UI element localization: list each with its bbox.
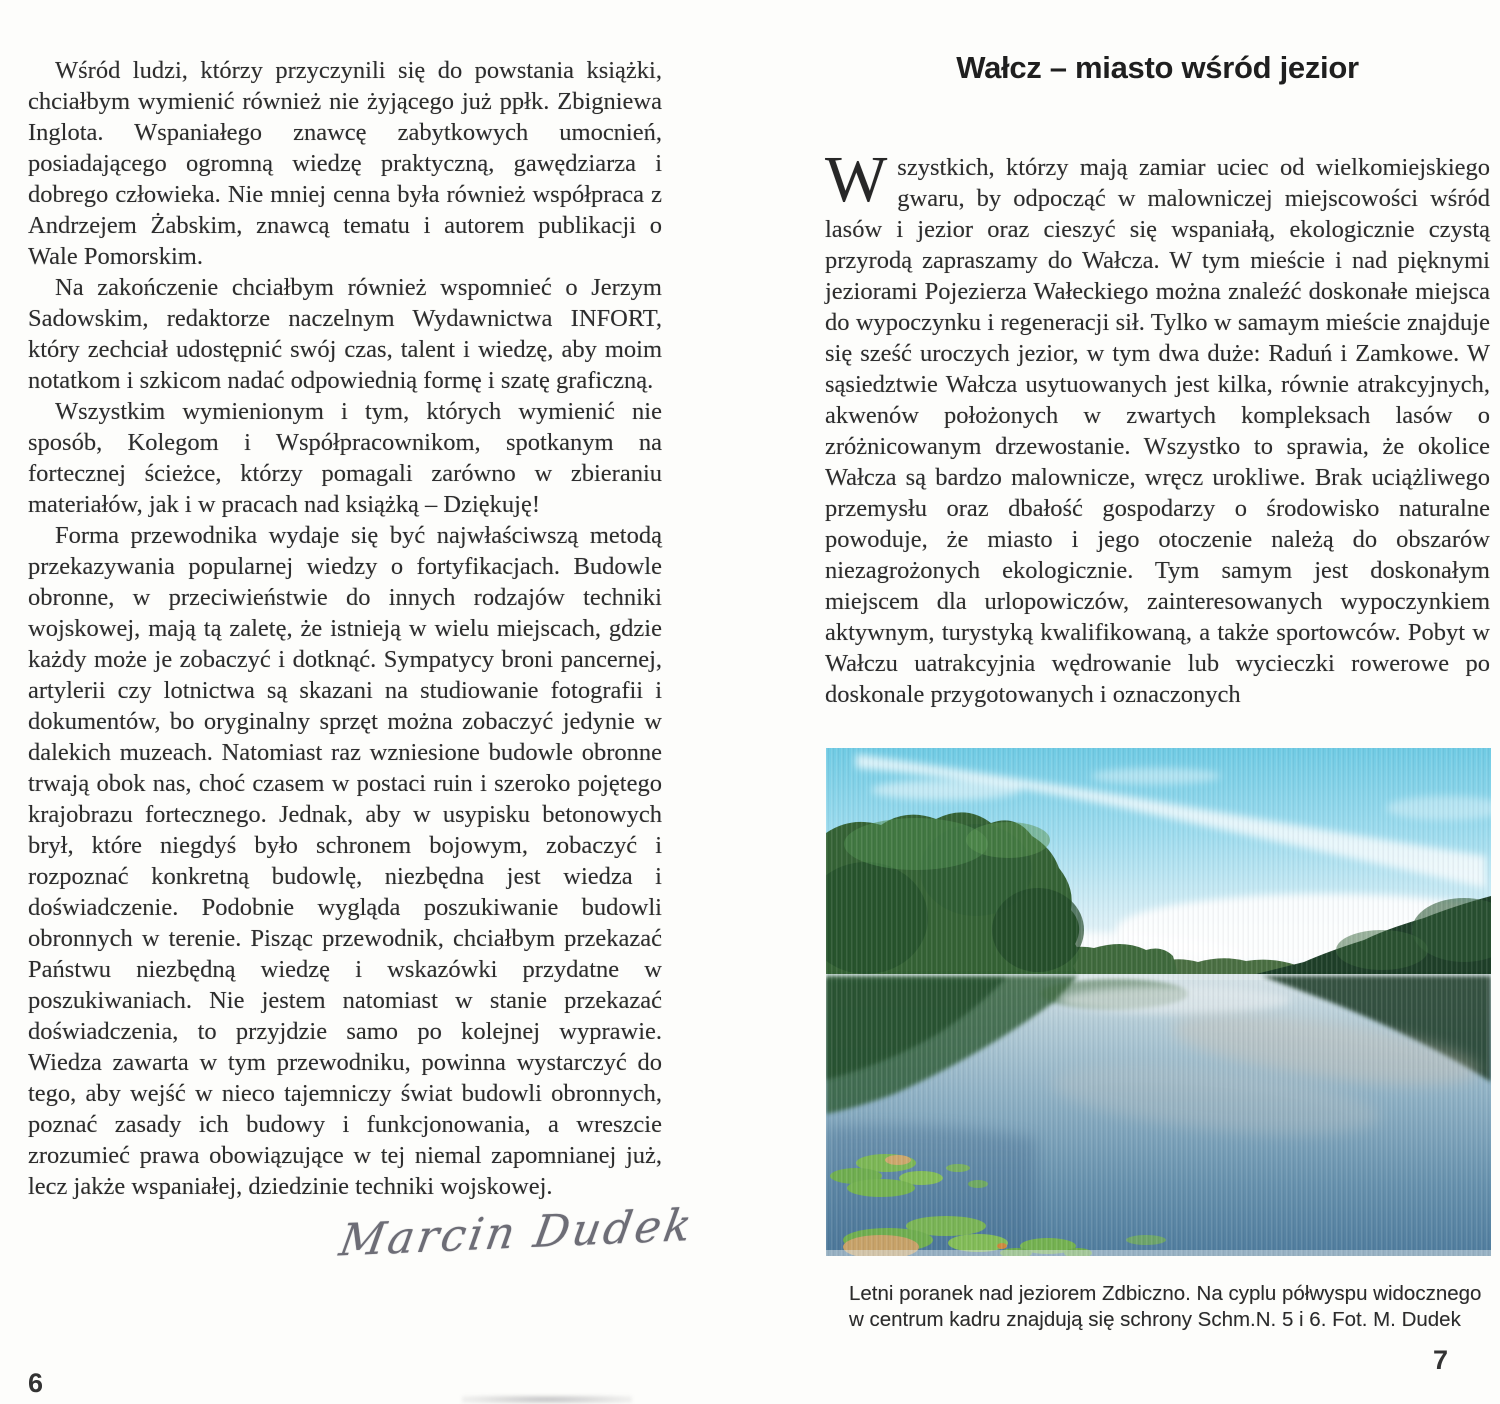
drop-cap: W bbox=[825, 143, 888, 216]
lake-photo bbox=[826, 748, 1491, 1256]
page-right-text-column bbox=[825, 143, 1490, 710]
intro-paragraph-text: szystkich, którzy mają zamiar uciec od wielkomiejskiego gwaru, by odpocząć w malowniczej miejscowości wśród lasów i jezior oraz cieszyć się wspaniałą, ekologicznie czystą przyrodą zapraszamy do Wałcza. W tym mieście i nad pięknymi jeziorami Pojezierza Wałeckiego można znaleźć doskonałe miejsca do wypoczynku i regeneracji sił. Tylko w samaym mieście znajduje się sześć uroczych jezior, w tym dwa duże: Raduń i Zamkowe. W sąsiedztwie Wałcza usytuowanych jest kilka, równie atrakcyjnych, akwenów położonych w zwartych kompleksach lasów o zróżnicowanym drzewostanie. Wszystko to sprawia, że okolice Wałcza są bardzo malownicze, wręcz urokliwe. Brak uciążliwego przemysłu oraz dbałość gospodarzy o środowisko naturalne powoduje, że miasto i jego otoczenie należą do obszarów niezagrożonych ekologicznie. Tym samym jest doskonałym miejscem dla urlopowiczów, zainteresowanych wypoczynkiem aktywnym, turystyką kwalifikowaną, a także sportowców. Pobyt w Wałczu uatrakcyjnia wędrowanie lub wycieczki rowerowe po doskonale przygotowanych i oznaczonych bbox=[825, 154, 1490, 708]
paragraph: Wśród ludzi, którzy przyczynili się do powstania książki, chciałbym wymienić również nie żyjącego już ppłk. Zbigniewa Inglota. Wspaniałego znawcę zabytkowych umocnień, posiadającego ogromną wiedzę praktyczną, gawędziarza i dobrego człowieka. Nie mniej cenna była również współpraca z Andrzejem Żabskim, znawcą tematu i autorem publikacji o Wale Pomorskim. bbox=[28, 57, 662, 270]
paragraph: Na zakończenie chciałbym również wspomnieć o Jerzym Sadowskim, redaktorze naczelnym Wydawnictwa INFORT, który zechciał udostępnić swój czas, talent i wiedzę, aby moim notatkom i szkicom nadać odpowiednią formę i szatę graficzną. bbox=[28, 274, 662, 394]
photo-caption: Letni poranek nad jeziorem Zdbiczno. Na cyplu półwyspu widocznego w centrum kadru znajdują się schrony Schm.N. 5 i 6. Fot. M. Dudek bbox=[849, 1282, 1482, 1331]
paragraph: Wszystkim wymienionym i tym, których wymienić nie sposób, Kolegom i Współpracownikom, spotkanym na fortecznej ścieżce, którzy pomagali zarówno w zbieraniu materiałów, jak i w pracach nad książką – Dziękuję! bbox=[28, 398, 662, 518]
page-title: Wałcz – miasto wśród jezior bbox=[956, 50, 1359, 85]
scan-smudge-artifact bbox=[462, 1395, 632, 1404]
photo-left-forest bbox=[826, 812, 1084, 974]
intro-paragraph bbox=[825, 143, 1490, 710]
author-signature: Marcin Dudek bbox=[335, 1199, 698, 1267]
page-number-left: 6 bbox=[28, 1368, 44, 1398]
page-left-text-column bbox=[28, 55, 662, 1202]
page-number-right: 7 bbox=[1433, 1345, 1449, 1375]
paragraph: Forma przewodnika wydaje się być najwłaściwszą metodą przekazywania popularnej wiedzy o fortyfikacjach. Budowle obronne, w przeciwieństwie do innych rodzajów techniki wojskowej, mają tą zaletę, że istnieją w wielu miejscach, gdzie każdy może je zobaczyć i dotknąć. Sympatycy broni pancernej, artylerii czy lotnictwa są skazani na studiowanie fotografii i dokumentów, bo oryginalny sprzęt można zobaczyć jedynie w dalekich muzeach. Natomiast raz wzniesione budowle obronne trwają obok nas, choć czasem w postaci ruin i szeroko pojętego krajobrazu fortecznego. Jednak, aby w usypisku betonowych brył, które niegdyś było schronem bojowym, zobaczyć i rozpoznać konkretną budowlę, niezbędna jest wiedza i doświadczenie. Podobnie wygląda poszukiwanie budowli obronnych w terenie. Pisząc przewodnik, chciałbym przekazać Państwu niezbędną wiedzę i wskazówki przydatne w poszukiwaniach. Nie jestem natomiast w stanie przekazać doświadczenia, to przyjdzie samo po kolejnej wyprawie. Wiedza zawarta w tym przewodniku, powinna wystarczyć do tego, aby wejść w nieco tajemniczy świat budowli obronnych, poznać zasady ich budowy i funkcjonowania, a wreszcie zrozumieć prawa obowiązujące w tej niemal zapomnianej już, lecz jakże wspaniałej, dziedzinie techniki wojskowej. bbox=[28, 522, 662, 1200]
